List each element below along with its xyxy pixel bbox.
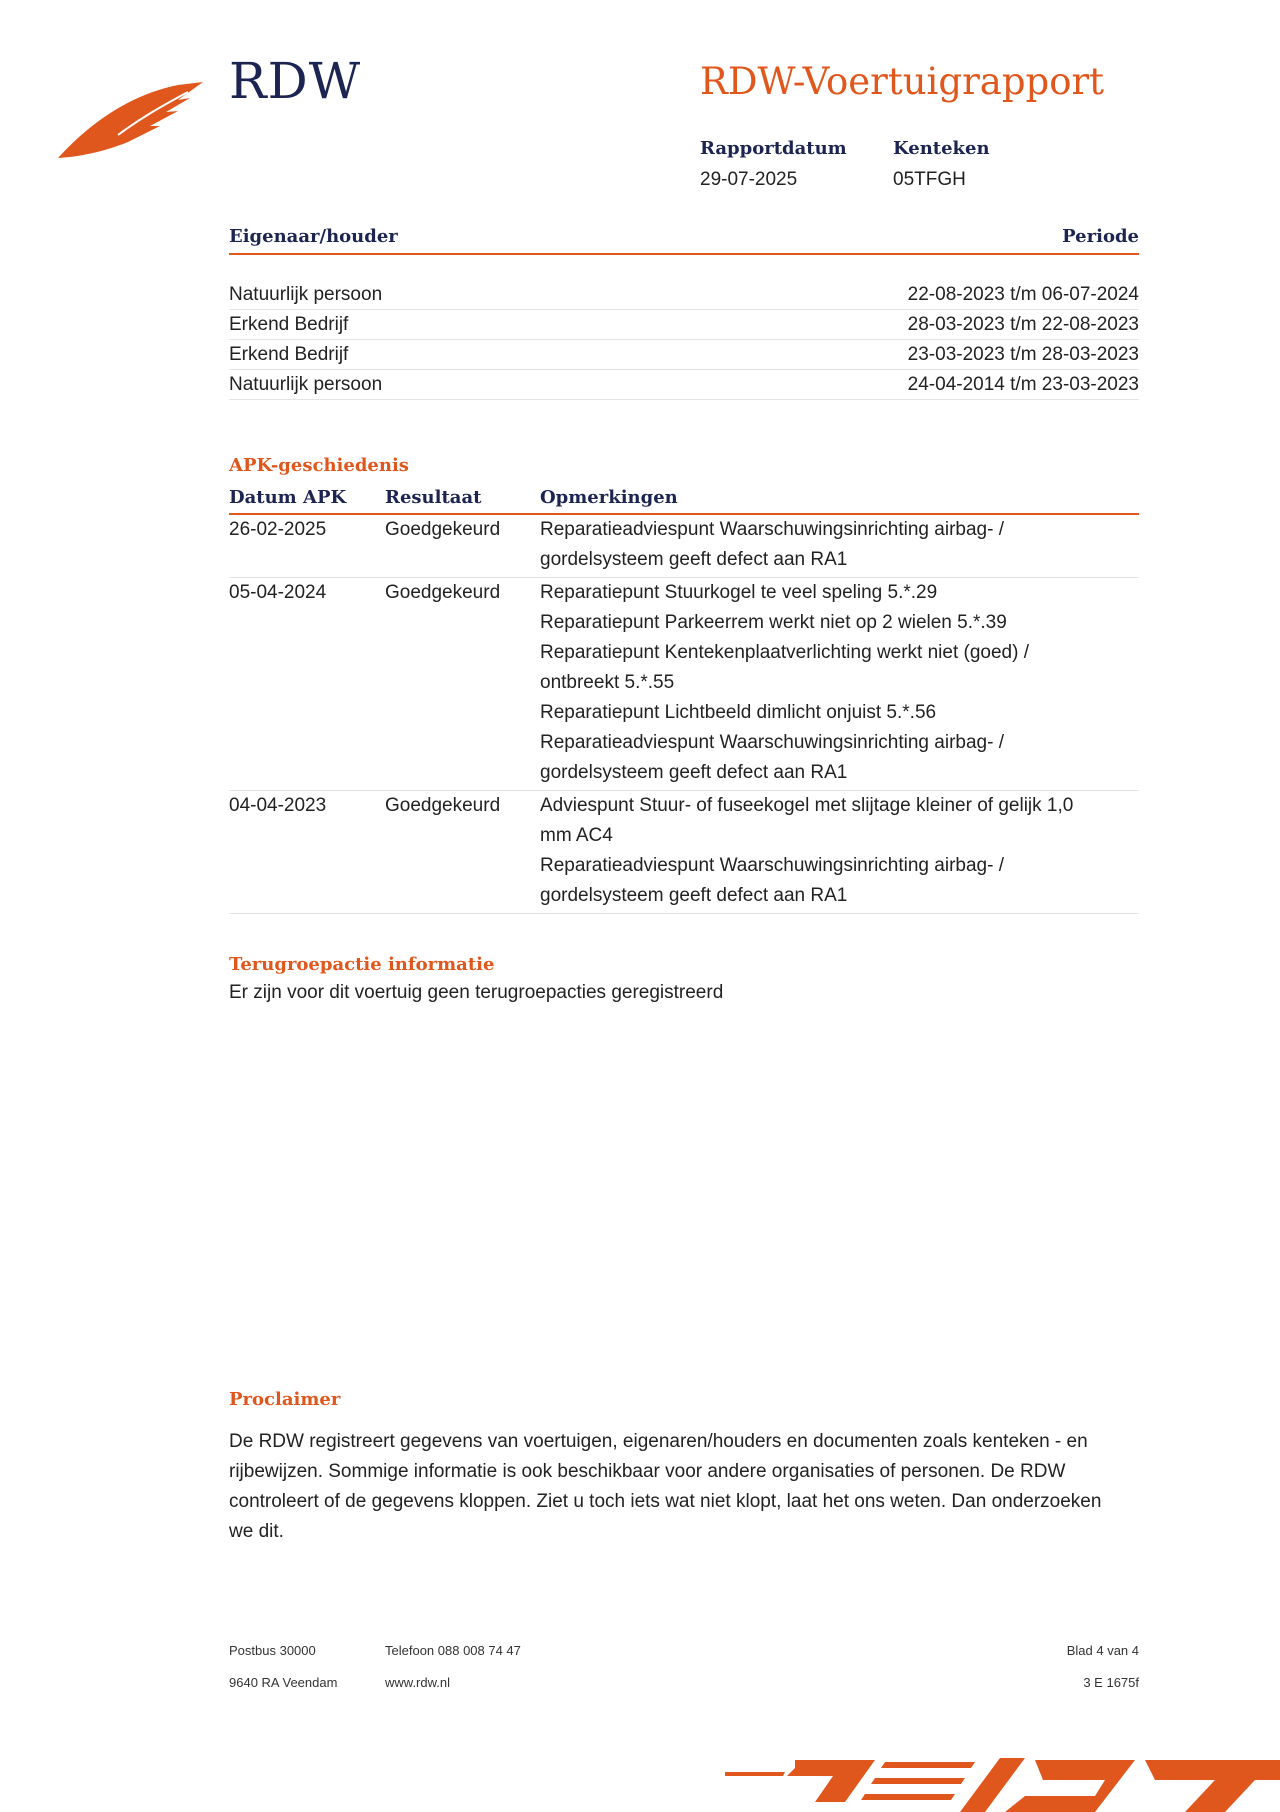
- footer-code: 3 E 1675f: [1083, 1675, 1139, 1690]
- report-date-block: [700, 138, 847, 191]
- footer-postbus: Postbus 30000: [229, 1643, 316, 1658]
- owners-col-owner: Eigenaar/houder: [229, 226, 398, 247]
- owner-row: [229, 280, 1139, 310]
- apk-table-body: [229, 515, 1139, 914]
- owner-period: 22-08-2023 t/m 06-07-2024: [907, 284, 1139, 305]
- apk-result: Goedgekeurd: [385, 795, 501, 816]
- footer-website[interactable]: www.rdw.nl: [385, 1675, 451, 1690]
- owner-type: Natuurlijk persoon: [229, 374, 383, 395]
- apk-table-header: [229, 483, 1139, 515]
- footer-page: Blad 4 van 4: [1066, 1643, 1139, 1658]
- proclaimer-text: De RDW registreert gegevens van voertuigen, eigenaren/houders en documenten zoals kenteken - en rijbewijzen. Sommige informatie is ook beschikbaar voor andere organisaties of personen. De RDW controleert of de gegevens kloppen. Ziet u toch iets wat niet klopt, laat het ons weten. Dan onderzoeken we dit.: [229, 1431, 1102, 1542]
- owner-row: [229, 310, 1139, 340]
- apk-remark: Reparatieadviespunt Waarschuwingsinrichting airbag- / gordelsysteem geeft defect aan RA1: [540, 732, 1004, 783]
- plate-value: 05TFGH: [893, 169, 966, 190]
- apk-result: Goedgekeurd: [385, 519, 501, 540]
- apk-remarks: [540, 515, 1139, 575]
- owner-period: 24-04-2014 t/m 23-03-2023: [907, 374, 1139, 395]
- apk-remark: Reparatiepunt Stuurkogel te veel speling 5.*.29: [540, 582, 938, 603]
- apk-result: Goedgekeurd: [385, 582, 501, 603]
- owner-type: Erkend Bedrijf: [229, 314, 349, 335]
- rdw-logo-icon: [58, 80, 208, 160]
- owner-row: [229, 340, 1139, 370]
- report-date-value: 29-07-2025: [700, 169, 798, 190]
- owners-col-period: Periode: [1062, 226, 1139, 247]
- apk-remark: Reparatiepunt Kentekenplaatverlichting werkt niet (goed) / ontbreekt 5.*.55: [540, 642, 1030, 693]
- plate-block: [893, 138, 990, 191]
- rdw-footer-stripes-icon: [725, 1750, 1280, 1812]
- apk-row: [229, 578, 1139, 791]
- apk-row: [229, 515, 1139, 578]
- apk-col-result: Resultaat: [385, 487, 482, 508]
- apk-title: APK-geschiedenis: [229, 455, 409, 476]
- apk-date: 05-04-2024: [229, 582, 327, 603]
- apk-remark: Reparatieadviespunt Waarschuwingsinrichting airbag- / gordelsysteem geeft defect aan RA1: [540, 519, 1004, 570]
- proclaimer-title: Proclaimer: [229, 1389, 341, 1410]
- owner-period: 23-03-2023 t/m 28-03-2023: [907, 344, 1139, 365]
- owner-period: 28-03-2023 t/m 22-08-2023: [907, 314, 1139, 335]
- apk-date: 26-02-2025: [229, 519, 327, 540]
- apk-remarks: [540, 791, 1139, 911]
- footer-phone: Telefoon 088 008 74 47: [385, 1643, 521, 1658]
- recall-title: Terugroepactie informatie: [229, 954, 495, 975]
- apk-remark: Reparatieadviespunt Waarschuwingsinrichting airbag- / gordelsysteem geeft defect aan RA1: [540, 855, 1004, 906]
- report-title: RDW-Voertuigrapport: [700, 60, 1105, 103]
- apk-remark: Reparatiepunt Parkeerrem werkt niet op 2 wielen 5.*.39: [540, 612, 1007, 633]
- apk-date: 04-04-2023: [229, 795, 327, 816]
- owners-list: [229, 280, 1139, 400]
- apk-remarks: [540, 578, 1139, 788]
- report-date-label: Rapportdatum: [700, 138, 847, 159]
- owner-type: Erkend Bedrijf: [229, 344, 349, 365]
- footer-city: 9640 RA Veendam: [229, 1675, 338, 1690]
- owners-header: [229, 226, 1139, 255]
- owner-row: [229, 370, 1139, 400]
- apk-remark: Reparatiepunt Lichtbeeld dimlicht onjuist 5.*.56: [540, 702, 937, 723]
- apk-remark: Adviespunt Stuur- of fuseekogel met slijtage kleiner of gelijk 1,0 mm AC4: [540, 795, 1074, 846]
- owner-type: Natuurlijk persoon: [229, 284, 383, 305]
- logo-text: RDW: [229, 52, 362, 110]
- recall-text: Er zijn voor dit voertuig geen terugroepacties geregistreerd: [229, 982, 724, 1003]
- apk-row: [229, 791, 1139, 914]
- apk-col-date: Datum APK: [229, 487, 347, 508]
- apk-col-remarks: Opmerkingen: [540, 487, 678, 508]
- plate-label: Kenteken: [893, 138, 990, 159]
